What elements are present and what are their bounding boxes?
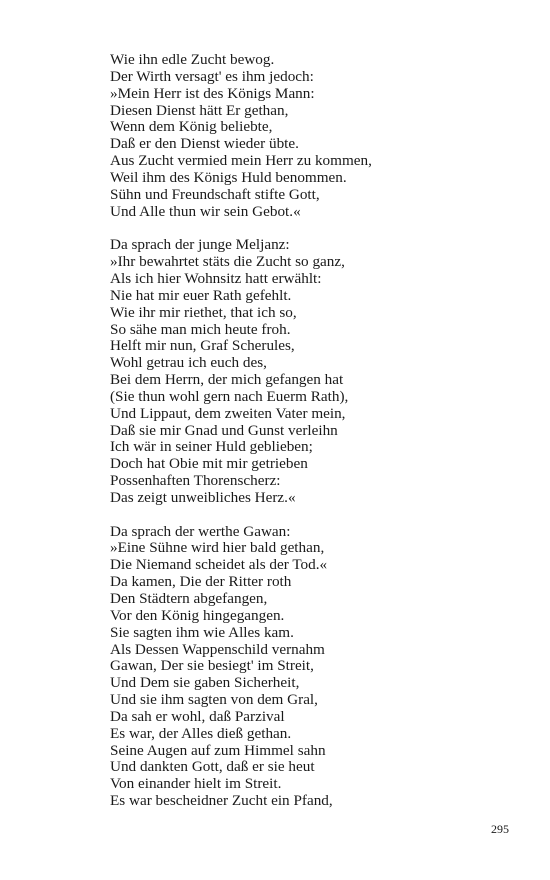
verse-line: Da sprach der junge Meljanz: — [110, 236, 290, 254]
verse-line: Wie ihr mir riethet, that ich so, — [110, 303, 297, 321]
stanza-1 — [110, 52, 510, 220]
verse-line: Possenhaften Thorenscherz: — [110, 472, 281, 490]
verse-line: Und Alle thun wir sein Gebot.« — [110, 202, 301, 220]
verse-line: Da sah er wohl, daß Parzival — [110, 707, 285, 725]
verse-line: Daß sie mir Gnad und Gunst verleihn — [110, 421, 338, 439]
verse-line: Da sprach der werthe Gawan: — [110, 522, 291, 540]
verse-line: Und Dem sie gaben Sicherheit, — [110, 674, 300, 692]
verse-line: Und sie ihm sagten von dem Gral, — [110, 691, 318, 709]
verse-line: Es war, der Alles dieß gethan. — [110, 724, 292, 742]
verse-line: (Sie thun wohl gern nach Euerm Rath), — [110, 387, 349, 405]
verse-line: Wenn dem König beliebte, — [110, 118, 273, 136]
verse-line: Der Wirth versagt' es ihm jedoch: — [110, 67, 314, 85]
verse-line: Es war bescheidner Zucht ein Pfand, — [110, 792, 333, 810]
verse-line: Als ich hier Wohnsitz hatt erwählt: — [110, 269, 322, 287]
verse-line: Und dankten Gott, daß er sie heut — [110, 758, 315, 776]
verse-line: Daß er den Dienst wieder übte. — [110, 135, 299, 153]
verse-line: Sie sagten ihm wie Alles kam. — [110, 623, 294, 641]
verse-line: Gawan, Der sie besiegt' im Streit, — [110, 657, 314, 675]
verse-line: Den Städtern abgefangen, — [110, 590, 268, 607]
verse-line: Doch hat Obie mit mir getrieben — [110, 455, 308, 473]
verse-line: Diesen Dienst hätt Er gethan, — [110, 101, 289, 119]
verse-line: Ich wär in seiner Huld geblieben; — [110, 438, 313, 456]
verse-line: Da kamen, Die der Ritter roth — [110, 573, 292, 591]
verse-line: Aus Zucht vermied mein Herr zu kommen, — [110, 152, 372, 170]
verse-line: »Eine Sühne wird hier bald gethan, — [110, 539, 325, 557]
poem-text — [110, 52, 510, 827]
verse-line: »Mein Herr ist des Königs Mann: — [110, 84, 315, 102]
verse-line: Vor den König hingegangen. — [110, 606, 285, 624]
verse-line: Weil ihm des Königs Huld benommen. — [110, 168, 347, 186]
verse-line: Von einander hielt im Streit. — [110, 775, 282, 793]
verse-line: Sühn und Freundschaft stifte Gott, — [110, 185, 320, 203]
verse-line: Helft mir nun, Graf Scherules, — [110, 337, 295, 355]
verse-line: Bei dem Herrn, der mich gefangen hat — [110, 371, 344, 389]
verse-line: Seine Augen auf zum Himmel sahn — [110, 741, 326, 759]
verse-line: Und Lippaut, dem zweiten Vater mein, — [110, 404, 346, 422]
verse-line: Als Dessen Wappenschild vernahm — [110, 640, 325, 658]
verse-line: So sähe man mich heute froh. — [110, 320, 291, 338]
verse-line: Die Niemand scheidet als der Tod.« — [110, 556, 328, 574]
verse-line: Wie ihn edle Zucht bewog. — [110, 51, 275, 68]
stanza-3 — [110, 524, 510, 810]
verse-line: Wohl getrau ich euch des, — [110, 354, 267, 372]
stanza-2 — [110, 237, 510, 507]
verse-line: Das zeigt unweibliches Herz.« — [110, 488, 296, 506]
page-number: 295 — [491, 822, 509, 836]
verse-line: Nie hat mir euer Rath gefehlt. — [110, 286, 292, 304]
verse-line: »Ihr bewahrtet stäts die Zucht so ganz, — [110, 253, 345, 271]
